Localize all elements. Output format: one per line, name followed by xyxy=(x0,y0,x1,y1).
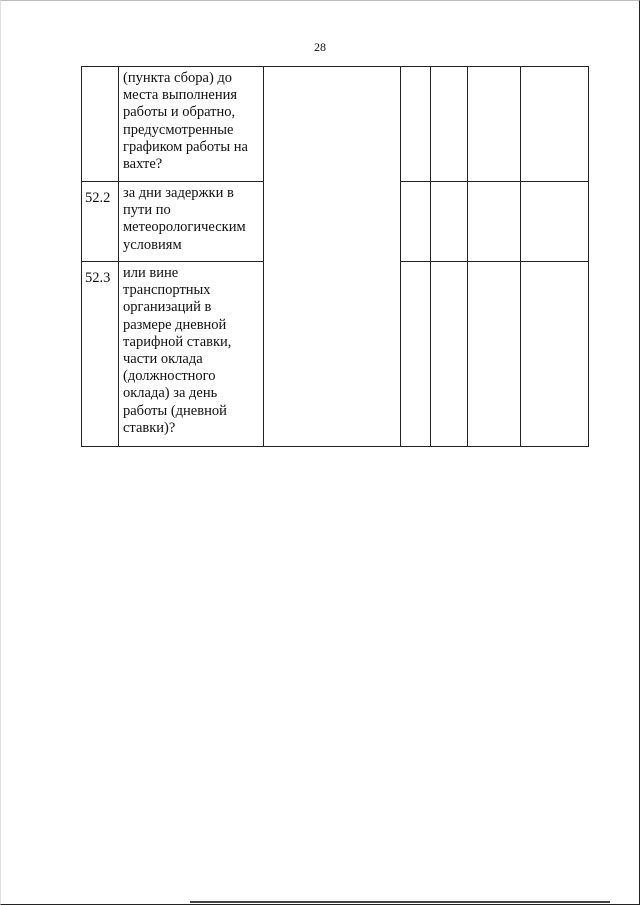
question-number-cell: 52.3 xyxy=(82,262,119,447)
question-text-line: предусмотренные xyxy=(123,121,234,138)
question-text-line: (должностного xyxy=(123,368,216,385)
empty-cell xyxy=(521,67,589,182)
merged-answer-cell xyxy=(264,67,401,447)
questionnaire-table xyxy=(81,66,589,447)
question-text-line: оклада) за день xyxy=(123,385,218,402)
question-text-line: за дни задержки в xyxy=(123,185,234,201)
question-text-line: размере дневной xyxy=(123,316,227,333)
empty-cell xyxy=(431,67,468,182)
empty-cell xyxy=(431,262,468,447)
question-text-line: или вине xyxy=(123,265,179,281)
question-text-line: транспортных xyxy=(123,282,211,299)
table-row xyxy=(82,67,589,182)
empty-cell xyxy=(521,262,589,447)
question-text-cell xyxy=(119,262,264,447)
question-text-line: работы (дневной xyxy=(123,402,227,419)
question-text-line: тарифной ставки, xyxy=(123,333,232,350)
question-text-line: метеорологическим xyxy=(123,219,246,236)
empty-cell xyxy=(468,182,521,262)
question-text-line: работы и обратно, xyxy=(123,104,236,121)
question-text-line: вахте? xyxy=(123,156,163,173)
question-text-line: условиям xyxy=(123,236,182,253)
question-text-line: графиком работы на xyxy=(123,138,248,155)
empty-cell xyxy=(468,262,521,447)
empty-cell xyxy=(401,262,431,447)
empty-cell xyxy=(431,182,468,262)
page-bottom-edge xyxy=(190,901,610,903)
empty-cell xyxy=(521,182,589,262)
question-number-cell xyxy=(82,67,119,182)
empty-cell xyxy=(401,67,431,182)
question-text-line: пути по xyxy=(123,202,171,219)
question-text-cell xyxy=(119,67,264,182)
question-number-cell: 52.2 xyxy=(82,182,119,262)
question-text-line: части оклада xyxy=(123,351,203,368)
question-text-line: места выполнения xyxy=(123,87,238,104)
page-number: 28 xyxy=(314,40,326,54)
question-text-cell xyxy=(119,182,264,262)
question-text-line: (пункта сбора) до xyxy=(123,70,233,86)
empty-cell xyxy=(468,67,521,182)
question-text-line: организаций в xyxy=(123,299,212,316)
question-text-line: ставки)? xyxy=(123,419,176,436)
empty-cell xyxy=(401,182,431,262)
